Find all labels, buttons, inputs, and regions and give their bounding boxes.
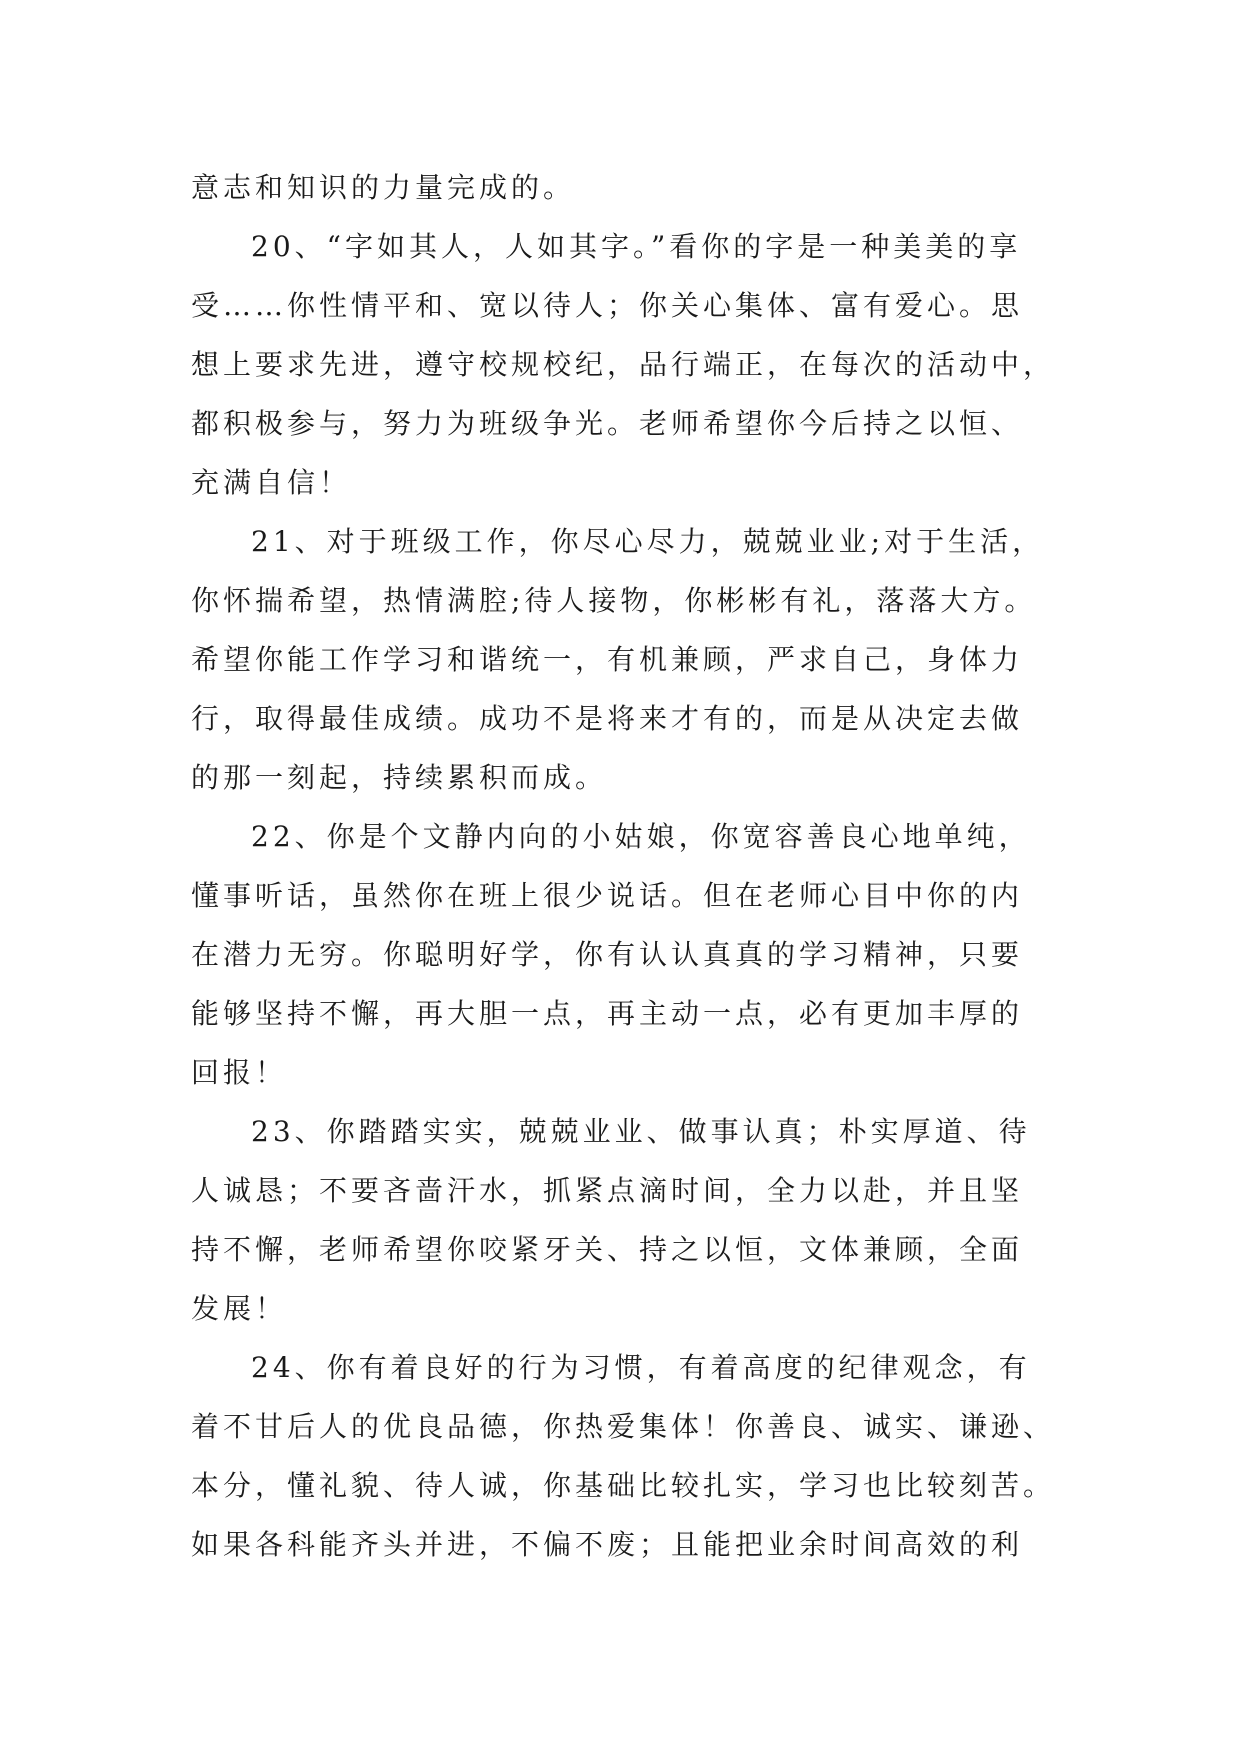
text-line: 意志和知识的力量完成的。 [191,171,576,204]
text-line: 如果各科能齐头并进，不偏不废；且能把业余时间高效的利 [191,1528,1024,1561]
text-line: 行，取得最佳成绩。成功不是将来才有的，而是从决定去做 [191,702,1024,735]
text-line: 本分，懂礼貌、待人诚，你基础比较扎实，学习也比较刻苦。 [191,1469,1056,1502]
text-line: 想上要求先进，遵守校规校纪，品行端正，在每次的活动中， [191,348,1056,381]
text-line: 发展！ [191,1292,288,1325]
document-body [191,158,1056,1574]
text-line: 充满自信！ [191,466,352,499]
text-line: 都积极参与，努力为班级争光。老师希望你今后持之以恒、 [191,407,1024,440]
text-line: 懂事听话，虽然你在班上很少说话。但在老师心目中你的内 [191,879,1024,912]
text-line: 回报！ [191,1056,288,1089]
text-line: 希望你能工作学习和谐统一，有机兼顾，严求自己，身体力 [191,643,1024,676]
paragraph-20 [191,217,1056,512]
text-line: 着不甘后人的优良品德，你热爱集体！你善良、诚实、谦逊、 [191,1410,1056,1443]
text-line: 在潜力无穷。你聪明好学，你有认认真真的学习精神，只要 [191,938,1024,971]
text-line: 24、你有着良好的行为习惯，有着高度的纪律观念，有 [251,1351,1031,1384]
text-line: 人诚恳；不要吝啬汗水，抓紧点滴时间，全力以赴，并且坚 [191,1174,1024,1207]
text-line: 21、对于班级工作，你尽心尽力，兢兢业业;对于生活， [251,525,1045,558]
paragraph-23 [191,1102,1051,1338]
text-line: 受……你性情平和、宽以待人；你关心集体、富有爱心。思 [191,289,1024,322]
text-line: 能够坚持不懈，再大胆一点，再主动一点，必有更加丰厚的 [191,997,1024,1030]
text-line: 20、“字如其人，人如其字。”看你的字是一种美美的享 [251,230,1022,263]
text-line: 的那一刻起，持续累积而成。 [191,761,608,794]
paragraph-22 [191,807,1051,1102]
text-line: 你怀揣希望，热情满腔;待人接物，你彬彬有礼，落落大方。 [191,584,1037,617]
paragraph-19-continuation [191,158,1051,217]
text-line: 持不懈，老师希望你咬紧牙关、持之以恒，文体兼顾，全面 [191,1233,1024,1266]
text-line: 22、你是个文静内向的小姑娘，你宽容善良心地单纯， [251,820,1031,853]
paragraph-24 [191,1338,1056,1574]
paragraph-21 [191,512,1051,807]
text-line: 23、你踏踏实实，兢兢业业、做事认真；朴实厚道、待 [251,1115,1031,1148]
